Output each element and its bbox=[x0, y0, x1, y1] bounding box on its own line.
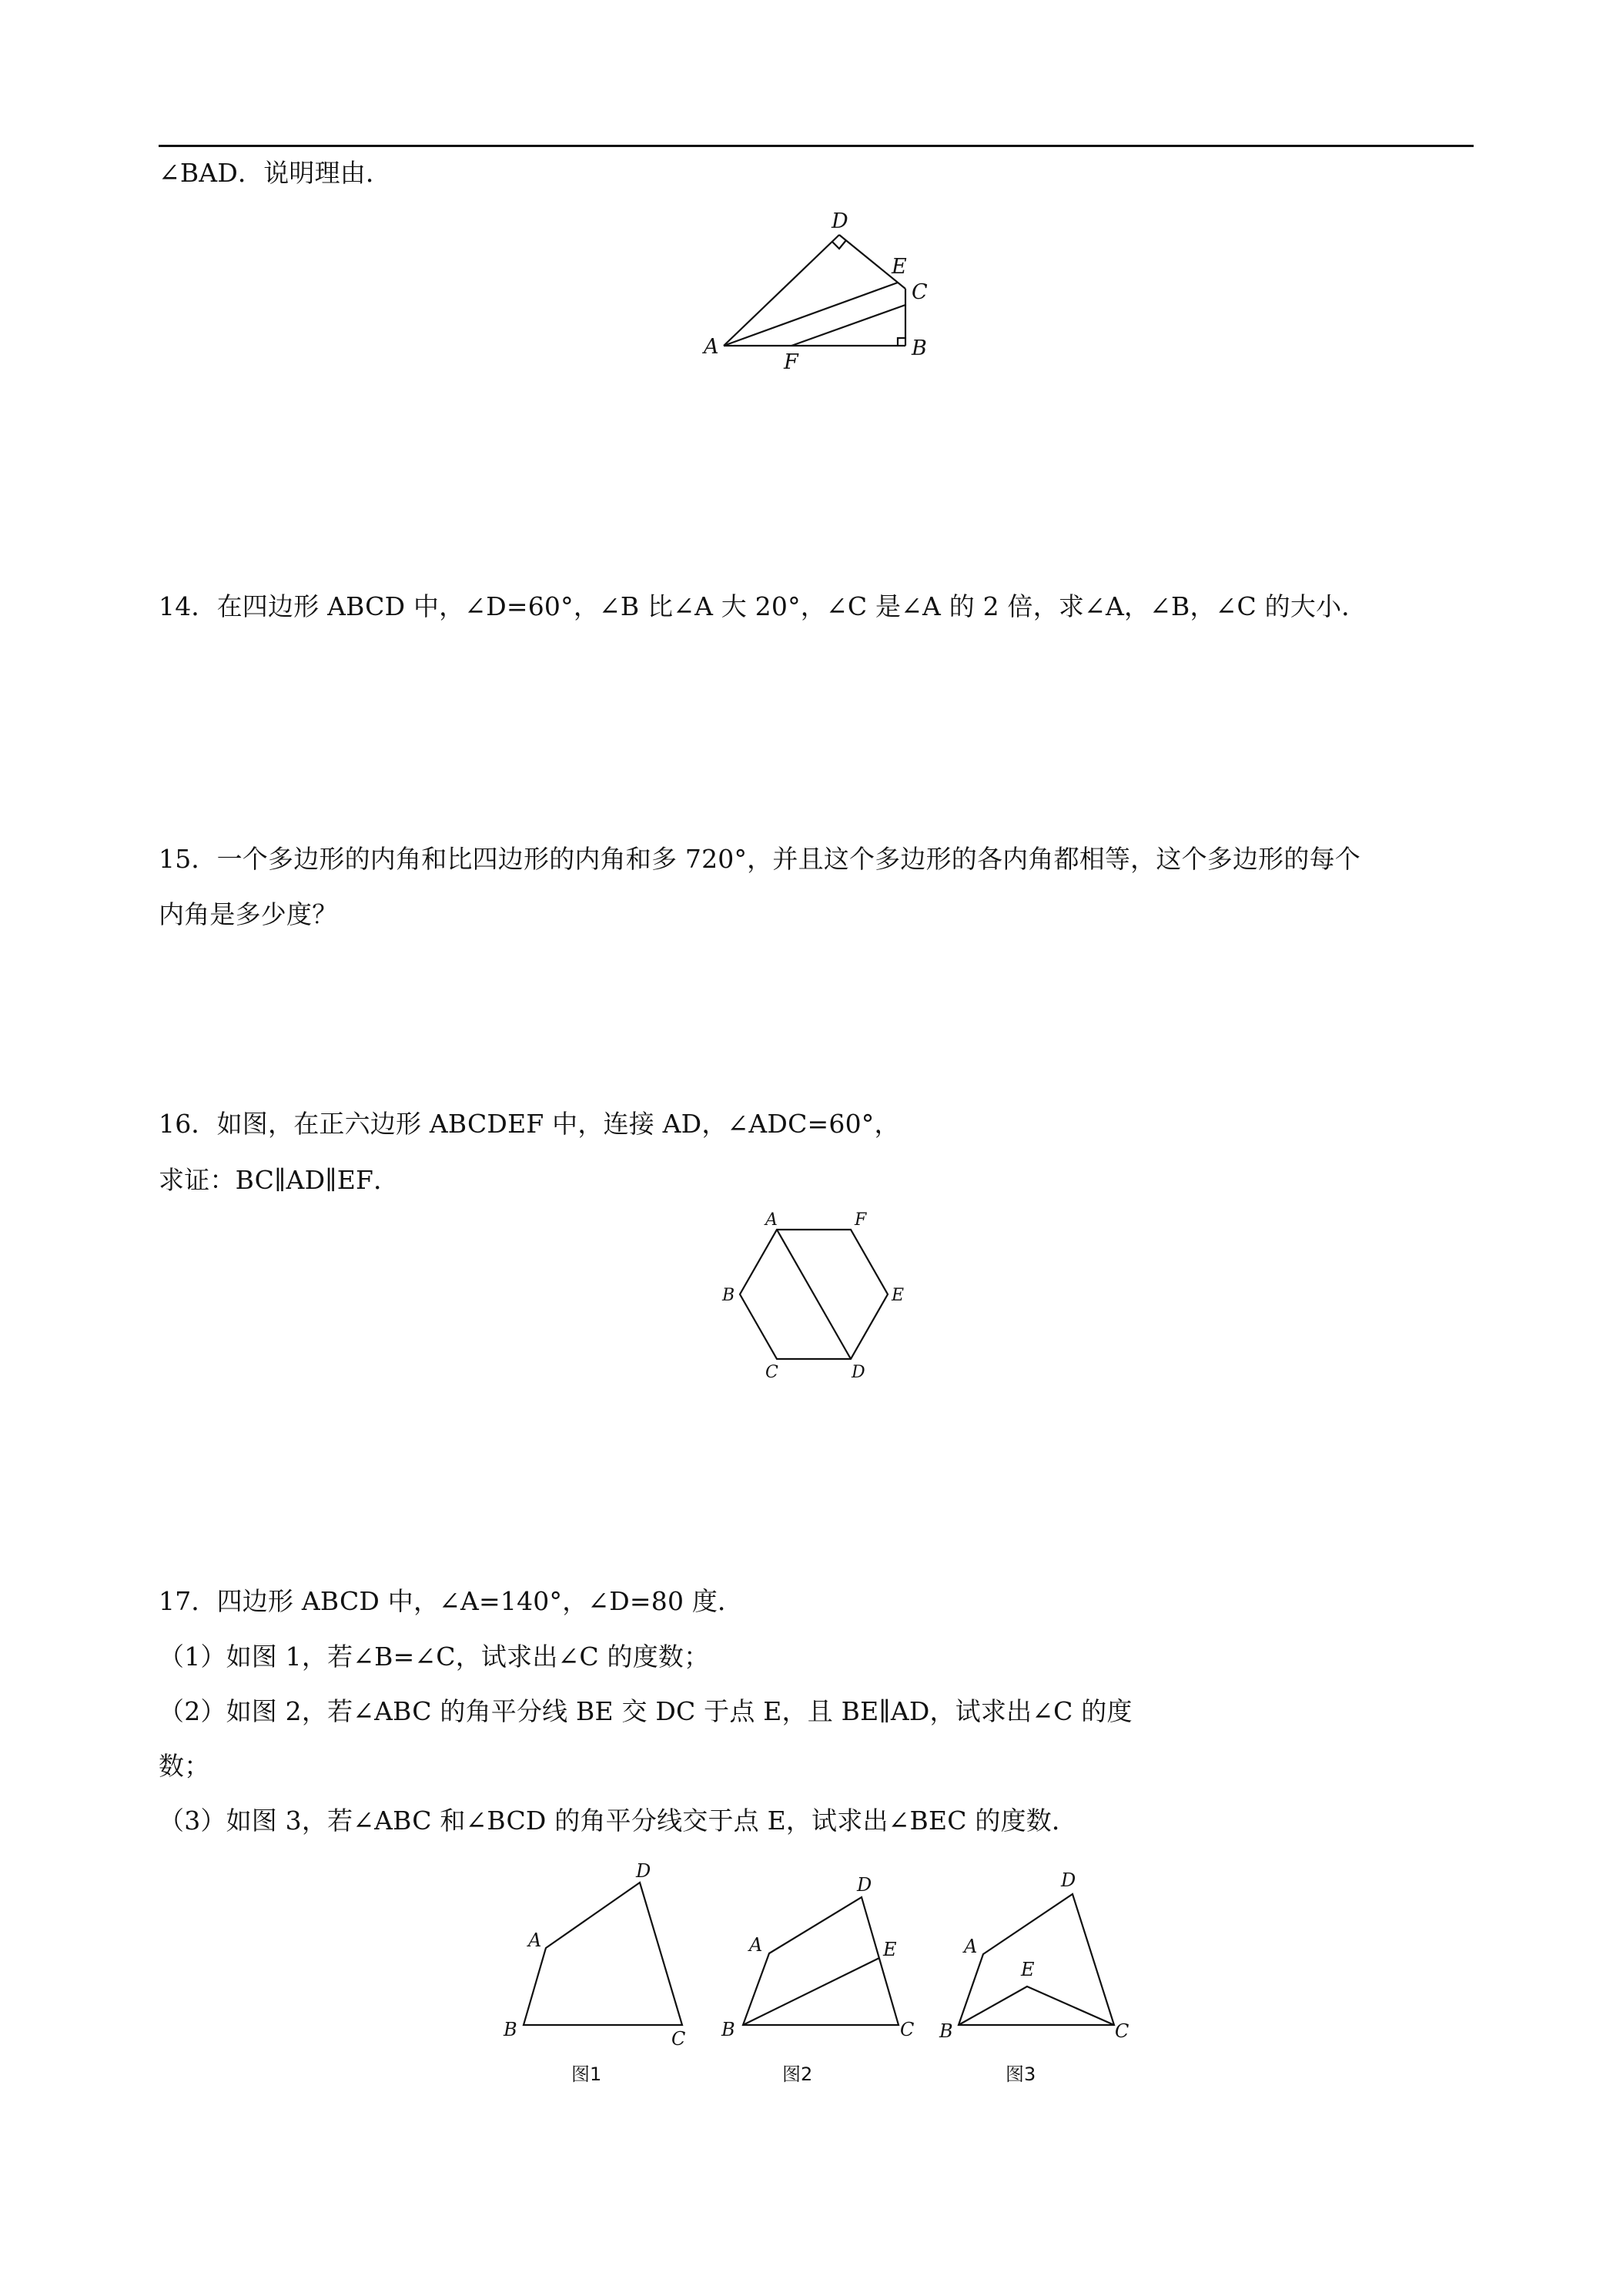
q13-segment-ad bbox=[724, 235, 839, 346]
q17-line-3: （2）如图 2，若∠ABC 的角平分线 BE 交 DC 于点 E，且 BE∥AD，试求出∠C 的度 bbox=[159, 1696, 1133, 1726]
q13-right-angle-d bbox=[832, 240, 846, 249]
q16-line-1: 16．如图，在正六边形 ABCDEF 中，连接 AD，∠ADC=60°， bbox=[159, 1109, 900, 1139]
q17-line-5: （3）如图 3，若∠ABC 和∠BCD 的角平分线交于点 E，试求出∠BEC 的度数． bbox=[159, 1806, 1078, 1836]
q16-label-c: C bbox=[765, 1363, 778, 1382]
q13-label-a: A bbox=[704, 335, 719, 359]
q17-fig3-label-e: E bbox=[1021, 1959, 1035, 1980]
q17-figure-2 bbox=[712, 1856, 920, 2056]
q17-fig1-label-d: D bbox=[636, 1860, 651, 1882]
q17-fig3-label-a: A bbox=[964, 1936, 978, 1957]
q17-fig1-label-c: C bbox=[671, 2028, 686, 2050]
q17-fig1-label-b: B bbox=[504, 2019, 517, 2040]
q16-label-a: A bbox=[765, 1210, 778, 1230]
q17-fig2-label-b: B bbox=[721, 2019, 735, 2040]
q13-right-angle-b bbox=[898, 338, 905, 346]
q16-hexagon-figure bbox=[716, 1205, 909, 1382]
q13-segment-fc bbox=[791, 305, 905, 346]
q17-line-1: 17．四边形 ABCD 中，∠A=140°，∠D=80 度． bbox=[159, 1586, 744, 1616]
q16-segment-ad bbox=[777, 1230, 851, 1359]
q17-fig2-label-c: C bbox=[900, 2019, 915, 2040]
q13-label-f: F bbox=[784, 350, 798, 374]
q14-text: 14．在四边形 ABCD 中，∠D=60°，∠B 比∠A 大 20°，∠C 是∠A 的 2 倍，求∠A，∠B，∠C 的大小． bbox=[159, 591, 1367, 621]
q13-label-b: B bbox=[912, 336, 927, 360]
q17-fig2-quadrilateral bbox=[743, 1897, 899, 2025]
q15-line-2: 内角是多少度？ bbox=[159, 899, 338, 929]
q13-label-d: D bbox=[832, 209, 848, 233]
q17-fig3-label-c: C bbox=[1115, 2020, 1129, 2042]
q17-line-4: 数； bbox=[159, 1751, 210, 1781]
q17-fig2-label-d: D bbox=[857, 1874, 872, 1896]
q13-label-e: E bbox=[892, 255, 907, 279]
q16-line-2: 求证：BC∥AD∥EF． bbox=[159, 1165, 400, 1195]
header-rule bbox=[159, 145, 1474, 147]
q16-label-d: D bbox=[852, 1363, 865, 1382]
q15-line-1: 15．一个多边形的内角和比四边形的内角和多 720°，并且这个多边形的各内角都相等，这个多边形的每个 bbox=[159, 844, 1360, 874]
q13-segment-ae bbox=[724, 283, 898, 346]
q17-fig2-label-a: A bbox=[749, 1934, 763, 1956]
q17-line-2: （1）如图 1，若∠B=∠C，试求出∠C 的度数； bbox=[159, 1642, 710, 1672]
q16-label-b: B bbox=[722, 1286, 735, 1305]
q17-fig3-label-d: D bbox=[1061, 1869, 1076, 1891]
q17-fig2-caption: 图2 bbox=[782, 2063, 813, 2085]
q17-fig3-caption: 图3 bbox=[1006, 2063, 1036, 2085]
q17-fig3-bisectors-be-ce bbox=[959, 1986, 1114, 2025]
q16-label-f: F bbox=[855, 1210, 867, 1230]
q17-fig1-label-a: A bbox=[528, 1930, 542, 1951]
q13-label-c: C bbox=[912, 280, 928, 304]
q13-tail-text: ∠BAD．说明理由． bbox=[159, 158, 392, 188]
q17-fig1-caption: 图1 bbox=[571, 2063, 602, 2085]
q17-fig2-label-e: E bbox=[883, 1939, 897, 1960]
q17-fig3-label-b: B bbox=[939, 2020, 953, 2042]
q13-figure bbox=[693, 204, 955, 381]
q17-fig3-quadrilateral bbox=[959, 1894, 1114, 2025]
q17-figure-1 bbox=[493, 1856, 701, 2056]
q16-label-e: E bbox=[892, 1286, 905, 1305]
q17-figure-3 bbox=[932, 1856, 1139, 2056]
q17-fig1-quadrilateral bbox=[524, 1883, 682, 2025]
